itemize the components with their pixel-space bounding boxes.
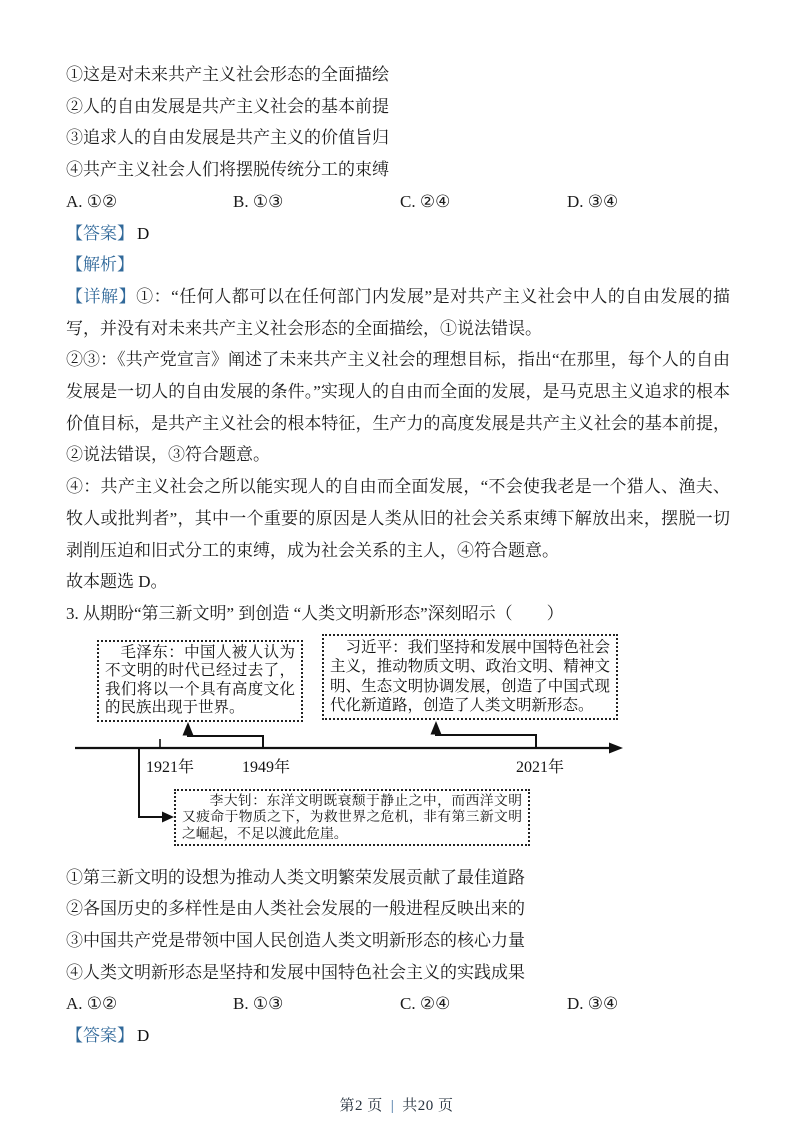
q3-timeline-diagram xyxy=(66,630,730,862)
q2-answer-label: 【答案】 xyxy=(66,223,134,243)
footer-total-pages: 共20 页 xyxy=(402,1098,454,1114)
q2-option-c: C. ②④ xyxy=(400,191,451,211)
timeline-year-2021: 2021年 xyxy=(516,758,565,776)
q2-statement-4: ④共产主义社会人们将摆脱传统分工的束缚 xyxy=(66,160,389,180)
page-footer xyxy=(0,1094,793,1115)
q2-option-d: D. ③④ xyxy=(567,191,619,211)
timeline-year-1921: 1921年 xyxy=(146,758,195,776)
q3-answer-value: D xyxy=(137,1026,150,1046)
q3-statement-1: ①第三新文明的设想为推动人类文明繁荣发展贡献了最佳道路 xyxy=(66,867,525,887)
q3-statement-2: ②各国历史的多样性是由人类社会发展的一般进程反映出来的 xyxy=(66,899,525,919)
q2-detail-paragraph-1 xyxy=(66,281,730,344)
xi-quote-box: 习近平：我们坚持和发展中国特色社会主义，推动物质文明、政治文明、精神文明、生态文明协调发展，创造了中国式现代化新道路，创造了人类文明新形态。 xyxy=(322,634,618,720)
q2-statement-3: ③追求人的自由发展是共产主义的价值旨归 xyxy=(66,128,389,148)
q2-option-b: B. ①③ xyxy=(233,191,284,211)
q2-detail-paragraph-2: ②③：《共产党宣言》阐述了未来共产主义社会的理想目标，指出“在那里，每个人的自由发展是一切人的自由发展的条件。”实现人的自由而全面的发展，是马克思主义追求的根本价值目标，是共产主义社会的根本特征，生产力的高度发展是共产主义社会的基本前提，②说法错误，③符合题意。 xyxy=(66,350,730,465)
q2-statement-1: ①这是对未来共产主义社会形态的全面描绘 xyxy=(66,65,389,84)
q2-detail-label: 【详解】 xyxy=(66,286,137,306)
q3-option-b: B. ①③ xyxy=(233,994,284,1014)
q2-answer-row xyxy=(66,218,730,250)
li-quote-box: 李大钊：东洋文明既衰颓于静止之中，而西洋文明又疲命于物质之下，为救世界之危机，非有第三新文明之崛起，不足以渡此危崖。 xyxy=(174,789,530,846)
q2-answer-value: D xyxy=(137,223,150,243)
q2-statement-2: ②人的自由发展是共产主义社会的基本前提 xyxy=(66,96,389,116)
q3-option-c: C. ②④ xyxy=(400,994,451,1014)
footer-separator: | xyxy=(390,1098,395,1114)
timeline-year-1949: 1949年 xyxy=(242,758,291,776)
mao-quote-box: 毛泽东：中国人被人认为不文明的时代已经过去了，我们将以一个具有高度文化的民族出现于世界。 xyxy=(97,640,303,722)
q3-statement-4: ④人类文明新形态是坚持和发展中国特色社会主义的实践成果 xyxy=(66,962,525,982)
q2-detail-paragraph-3: ④：共产主义社会之所以能实现人的自由而全面发展，“不会使我老是一个猎人、渔夫、牧人或批判者”，其中一个重要的原因是人类从旧的社会关系束缚下解放出来，摆脱一切剥削压迫和旧式分工的束缚，成为社会关系的主人，④符合题意。 xyxy=(66,477,730,560)
footer-page-number: 第2 页 xyxy=(339,1098,383,1114)
q3-option-d: D. ③④ xyxy=(567,994,619,1014)
q2-options-row xyxy=(66,186,730,218)
q2-detail-text-1: ①：“任何人都可以在任何部门内发展”是对共产主义社会中人的自由发展的描写，并没有对未来共产主义社会形态的全面描绘，①说法错误。 xyxy=(66,286,731,338)
q2-conclusion: 故本题选 D。 xyxy=(66,572,168,592)
q3-answer-label: 【答案】 xyxy=(66,1026,134,1046)
q3-statement-3: ③中国共产党是带领中国人民创造人类文明新形态的核心力量 xyxy=(66,931,525,951)
q3-option-a: A. ①② xyxy=(66,994,118,1014)
q3-options-row xyxy=(66,988,730,1020)
document-page-content xyxy=(66,59,730,1052)
q3-title: 3. 从期盼“第三新文明” 到创造 “人类文明新形态”深刻昭示（ ） xyxy=(66,603,564,623)
q2-analysis-label-row xyxy=(66,249,730,281)
mao-connector-arrow xyxy=(183,722,264,748)
q2-analysis-label: 【解析】 xyxy=(66,255,134,275)
q3-answer-row xyxy=(66,1020,730,1052)
xi-connector-arrow xyxy=(431,721,537,748)
q2-option-a: A. ①② xyxy=(66,191,118,211)
